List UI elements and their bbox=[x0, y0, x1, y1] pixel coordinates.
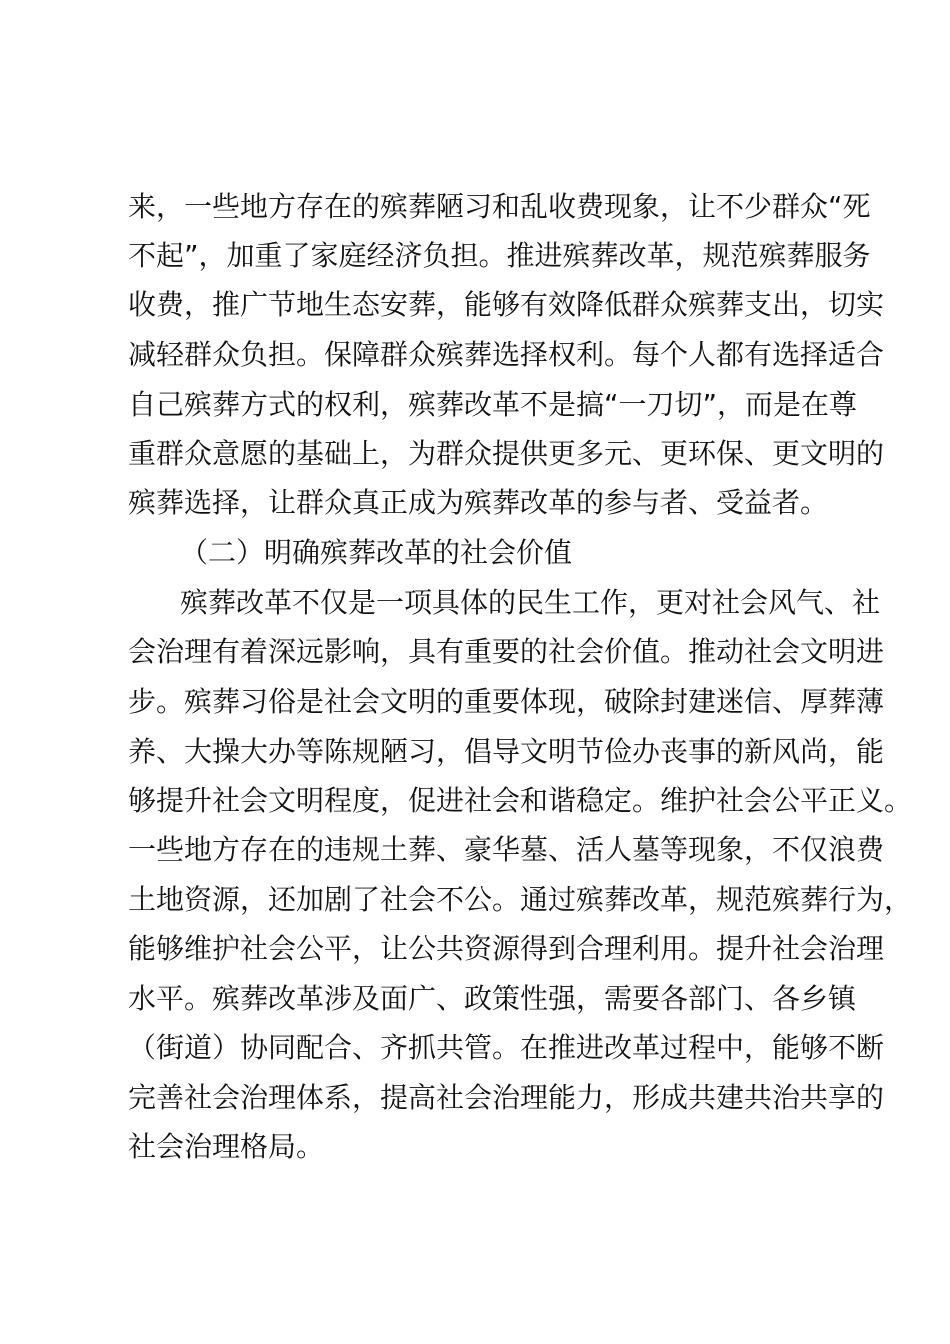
paragraph-1-line-3: 收费，推广节地生态安葬，能够有效降低群众殡葬支出，切实 bbox=[128, 288, 885, 321]
paragraph-1-line-4: 减轻群众负担。保障群众殡葬选择权利。每个人都有选择适合 bbox=[128, 338, 885, 371]
paragraph-2-line-12: 社会治理格局。 bbox=[128, 1130, 325, 1163]
paragraph-2-line-9: 水平。殡葬改革涉及面广、政策性强，需要各部门、各乡镇 bbox=[128, 982, 857, 1015]
paragraph-2-line-2: 会治理有着深远影响，具有重要的社会价值。推动社会文明进 bbox=[128, 635, 885, 668]
section-heading: （二）明确殡葬改革的社会价值 bbox=[180, 536, 573, 569]
paragraph-2-line-3: 步。殡葬习俗是社会文明的重要体现，破除封建迷信、厚葬薄 bbox=[128, 685, 885, 718]
paragraph-2-line-11: 完善社会治理体系，提高社会治理能力，形成共建共治共享的 bbox=[128, 1081, 885, 1114]
paragraph-2-line-10: （街道）协同配合、齐抓共管。在推进改革过程中，能够不断 bbox=[128, 1031, 885, 1064]
paragraph-2-line-6: 一些地方存在的违规土葬、豪华墓、活人墓等现象，不仅浪费 bbox=[128, 833, 885, 866]
paragraph-2-line-8: 能够维护社会公平，让公共资源得到合理利用。提升社会治理 bbox=[128, 932, 885, 965]
paragraph-1-line-7: 殡葬选择，让群众真正成为殡葬改革的参与者、受益者。 bbox=[128, 486, 829, 519]
paragraph-2-line-1: 殡葬改革不仅是一项具体的民生工作，更对社会风气、社 bbox=[180, 586, 881, 619]
paragraph-2-line-4: 养、大操大办等陈规陋习，倡导文明节俭办丧事的新风尚，能 bbox=[128, 735, 885, 768]
paragraph-2-line-5: 够提升社会文明程度，促进社会和谐稳定。维护社会公平正义。 bbox=[128, 784, 913, 817]
paragraph-1-line-2: 不起”，加重了家庭经济负担。推进殡葬改革，规范殡葬服务 bbox=[128, 239, 871, 272]
paragraph-2-line-7: 土地资源，还加剧了社会不公。通过殡葬改革，规范殡葬行为， bbox=[128, 883, 913, 916]
paragraph-1-line-1: 来，一些地方存在的殡葬陋习和乱收费现象，让不少群众“死 bbox=[128, 190, 871, 223]
paragraph-1-line-6: 重群众意愿的基础上，为群众提供更多元、更环保、更文明的 bbox=[128, 437, 885, 470]
paragraph-1-line-5: 自己殡葬方式的权利，殡葬改革不是搞“一刀切”，而是在尊 bbox=[128, 388, 858, 421]
